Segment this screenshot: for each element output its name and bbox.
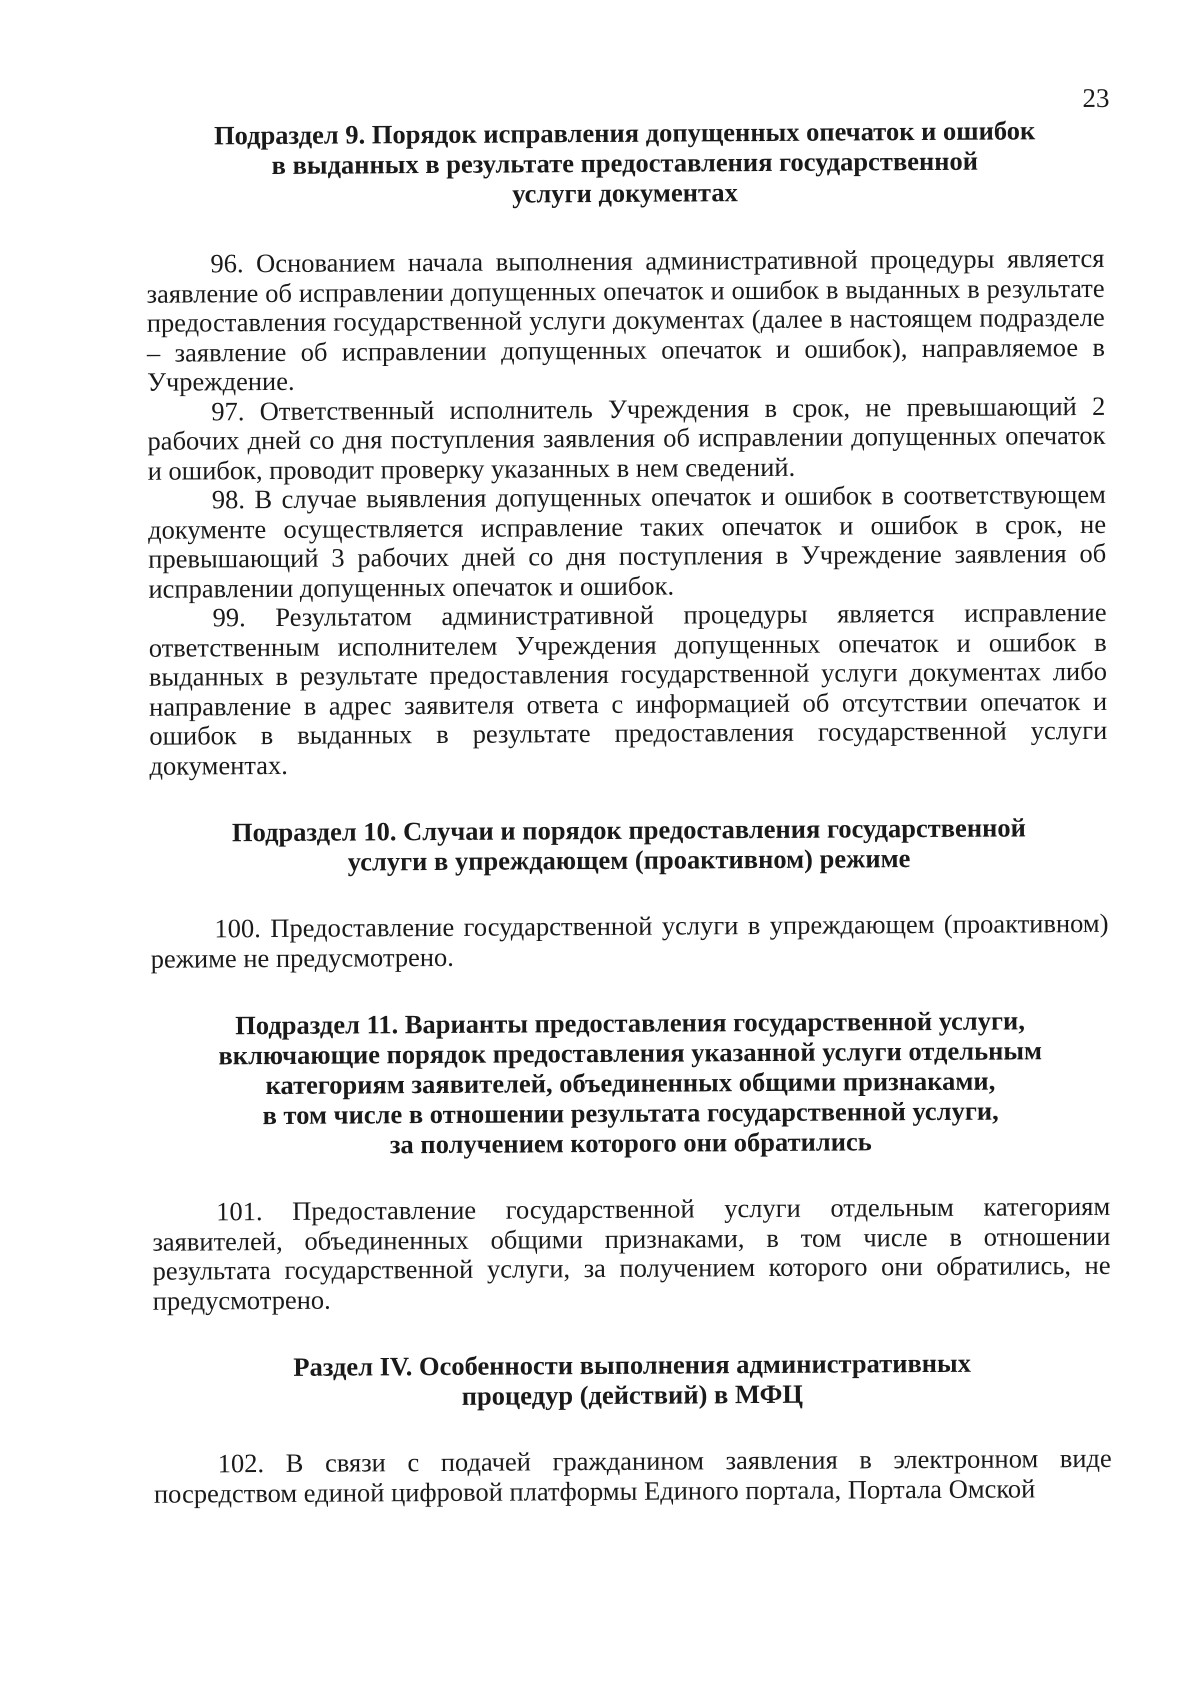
paragraph-99: 99. Результатом административной процедуры является исправление ответственным исполнителем Учреждения допущенных опечаток и ошибок в выданных в результате предоставления государственной услуги документах либо направление в адрес заявителя ответа с информацией об отсутствии опечаток и ошибок в выданных в результате предоставления государственной услуги документах.: [148, 596, 1108, 781]
heading-line: в том числе в отношении результата государственной услуги,: [262, 1095, 999, 1131]
paragraph-102: 102. В связи с подачей гражданином заявления в электронном виде посредством единой цифровой платформы Единого портала, Портала Омской: [153, 1442, 1112, 1509]
heading-line: Подраздел 11. Варианты предоставления государственной услуги,: [235, 1005, 1025, 1041]
heading-line: услуги документах: [512, 177, 738, 209]
subsection-10-heading: [150, 812, 1108, 878]
heading-line: включающие порядок предоставления указанной услуги отдельным: [218, 1035, 1043, 1071]
heading-line: категориям заявителей, объединенных общими признаками,: [265, 1065, 996, 1101]
heading-line: услуги в упреждающем (проактивном) режиме: [347, 843, 911, 877]
heading-line: Подраздел 9. Порядок исправления допущенных опечаток и ошибок: [213, 115, 1036, 151]
subsection-11-heading: [151, 1005, 1110, 1161]
section-4-heading: [153, 1347, 1111, 1413]
paragraph-96: 96. Основанием начала выполнения административной процедуры является заявление об исправлении допущенных опечаток и ошибок в выданных в результате предоставления государственной услуги документах (далее в настоящем подразделе – заявление об исправлении допущенных опечаток и ошибок), направляемое в Учреждение.: [146, 242, 1106, 397]
heading-line: за получением которого они обратились: [389, 1126, 872, 1160]
paragraph-100: 100. Предоставление государственной услуги в упреждающем (проактивном) режиме не предусмотрено.: [150, 907, 1109, 974]
paragraph-101: 101. Предоставление государственной услуги отдельным категориям заявителей, объединенных общими признаками, в том числе в отношении результата государственной услуги, за получением которого они обратились, не предусмотрено.: [152, 1190, 1111, 1316]
heading-line: Раздел IV. Особенности выполнения административных: [293, 1347, 972, 1382]
paragraph-98: 98. В случае выявления допущенных опечаток и ошибок в соответствующем документе осуществляется исправление таких опечаток и ошибок в срок, не превышающий 3 рабочих дней со дня поступления в Учреждение заявления об исправлении допущенных опечаток и ошибок.: [147, 478, 1107, 604]
page-number: 23: [1082, 82, 1110, 114]
heading-line: процедур (действий) в МФЦ: [461, 1378, 804, 1411]
heading-line: Подраздел 10. Случаи и порядок предоставления государственной: [231, 812, 1026, 848]
paragraph-97: 97. Ответственный исполнитель Учреждения в срок, не превышающий 2 рабочих дней со дня поступления заявления об исправлении допущенных опечаток и ошибок, проводит проверку указанных в нем сведений.: [147, 390, 1106, 486]
subsection-9-heading: [146, 115, 1105, 211]
heading-line: в выданных в результате предоставления государственной: [271, 145, 979, 180]
